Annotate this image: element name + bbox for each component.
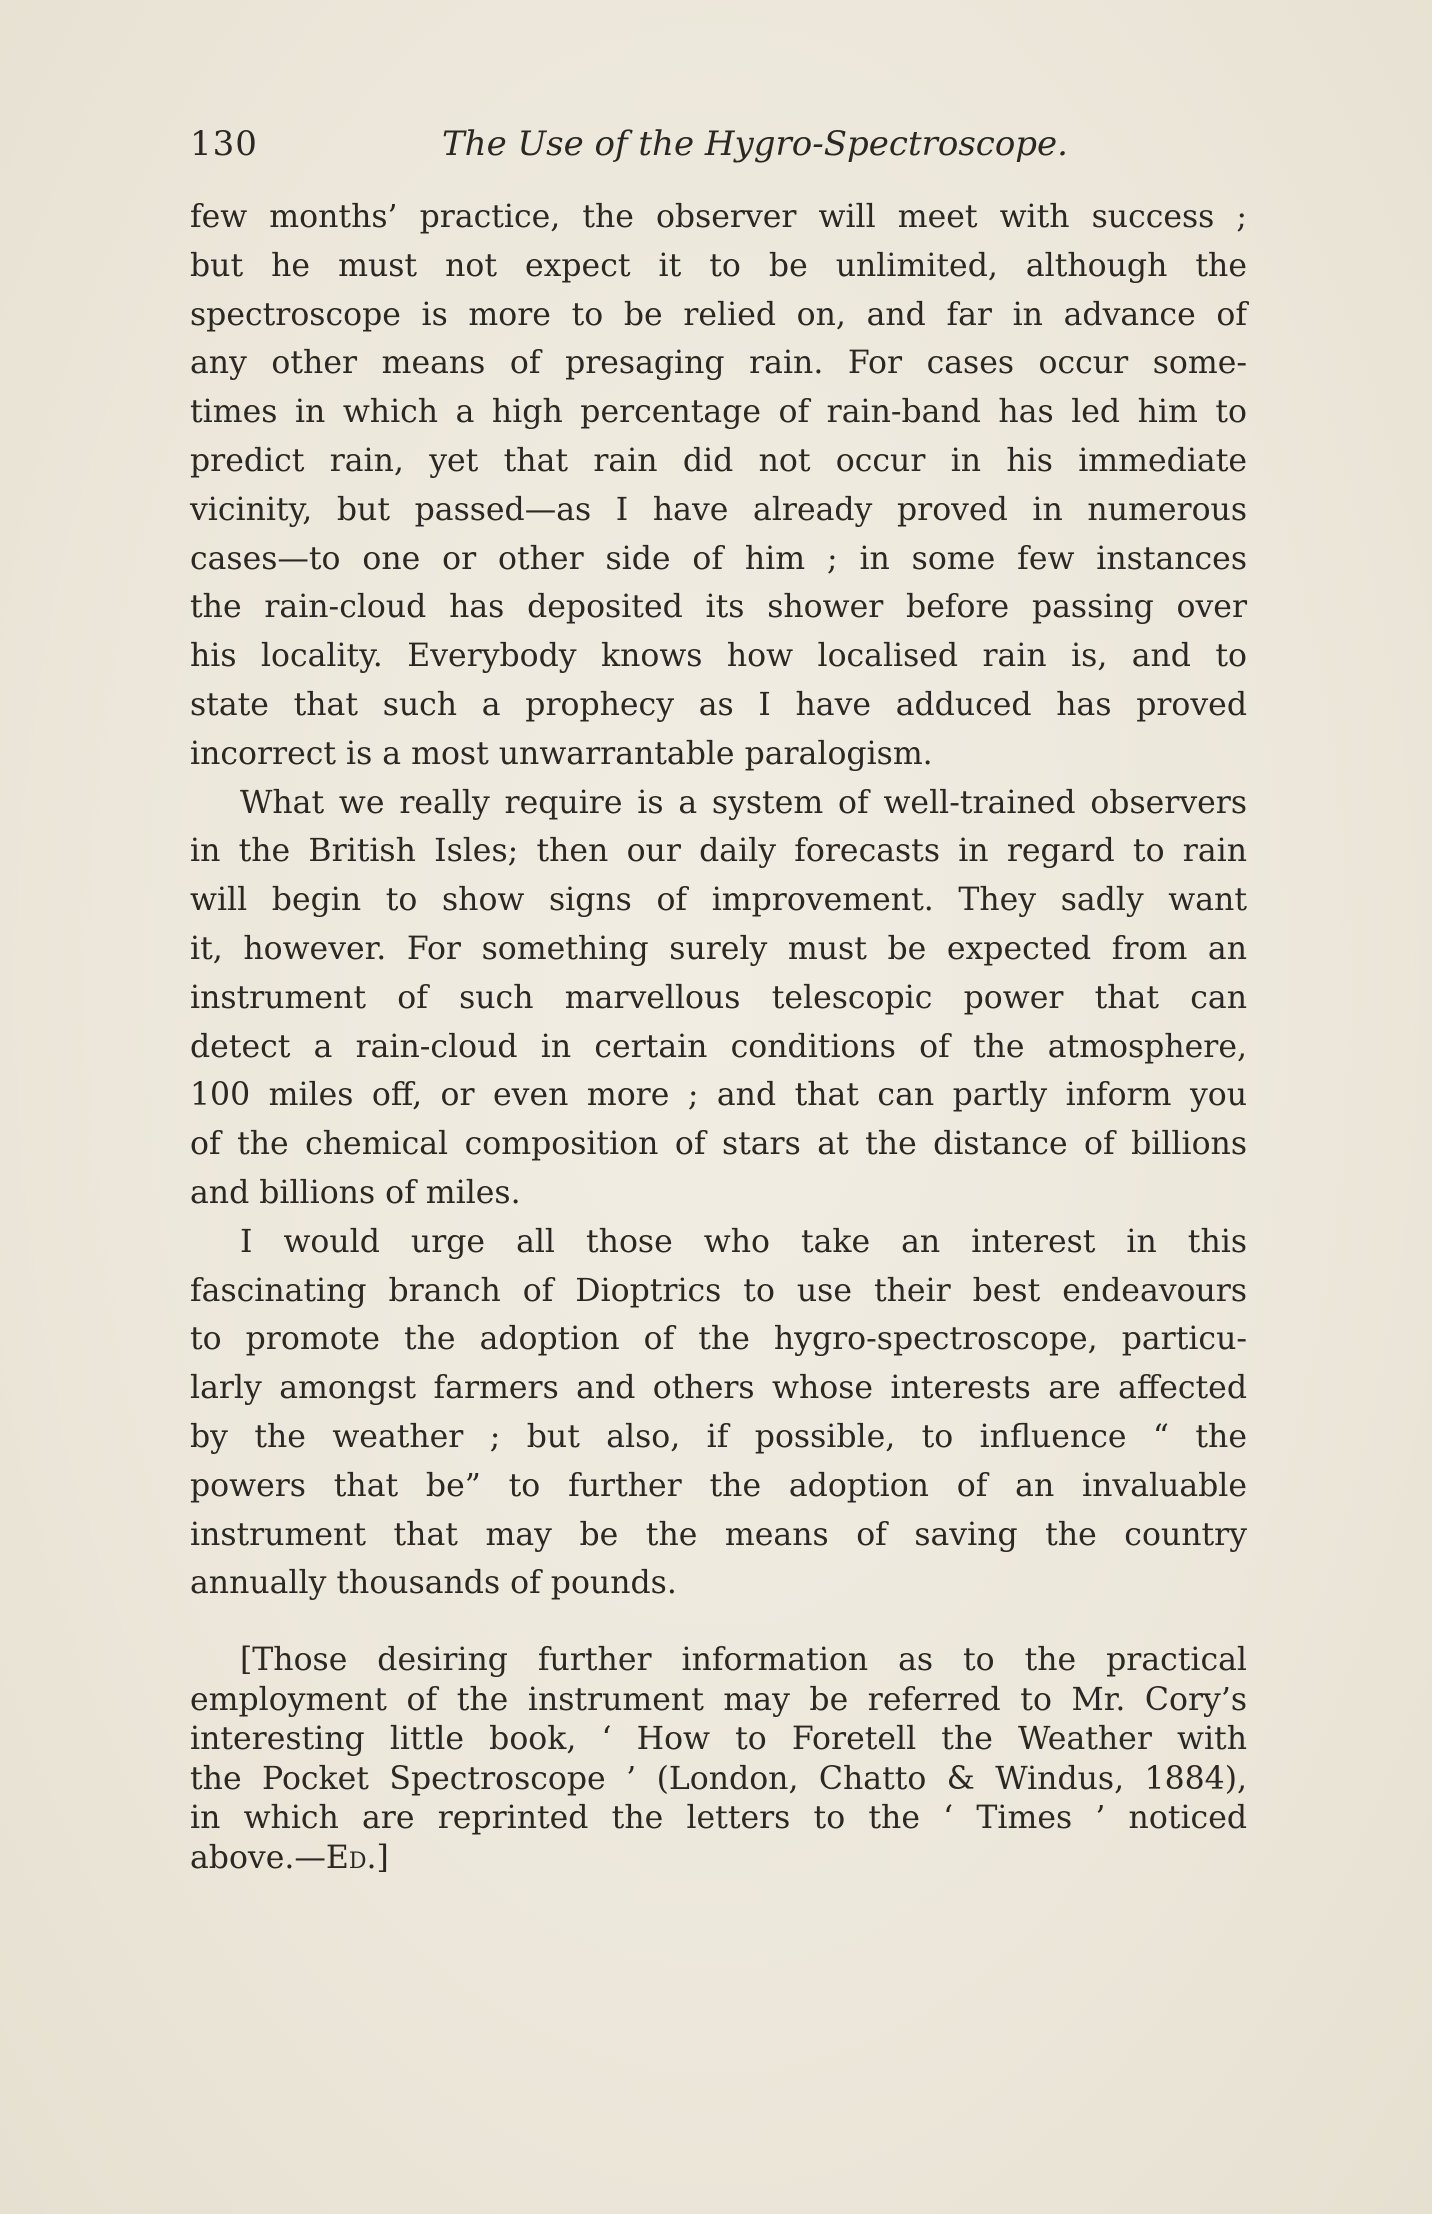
text-line: spectroscope is more to be relied on, and far in advance of bbox=[190, 296, 1247, 333]
text-line: but he must not expect it to be unlimited, although the bbox=[190, 247, 1247, 284]
text-line: few months’ practice, the observer will meet with success ; bbox=[190, 199, 1247, 235]
note-last-line-text: above.—E bbox=[190, 1839, 349, 1876]
text-line: instrument that may be the means of saving the country bbox=[190, 1516, 1247, 1553]
paragraph-3 bbox=[190, 1218, 1247, 1608]
text-line: cases—to one or other side of him ; in some few instances bbox=[190, 540, 1247, 577]
text-line: fascinating branch of Dioptrics to use their best endeavours bbox=[190, 1272, 1247, 1309]
text-line: will begin to show signs of improvement. They sadly want bbox=[190, 882, 1247, 919]
text-line: any other means of presaging rain. For cases occur some- bbox=[190, 345, 1247, 382]
text-line: powers that be” to further the adoption of an invaluable bbox=[190, 1467, 1247, 1504]
text-line: I would urge all those who take an interest in this bbox=[240, 1223, 1247, 1260]
editor-abbrev: d bbox=[348, 1839, 367, 1876]
text-line: instrument of such marvellous telescopic power that can bbox=[190, 979, 1247, 1016]
text-line: times in which a high percentage of rain-band has led him to bbox=[190, 394, 1247, 431]
editor-note bbox=[190, 1641, 1247, 1878]
text-line: vicinity, but passed—as I have already proved in numerous bbox=[190, 491, 1247, 528]
text-line: predict rain, yet that rain did not occur in his immediate bbox=[190, 442, 1247, 479]
text-line: detect a rain-cloud in certain conditions of the atmosphere, bbox=[190, 1028, 1247, 1065]
text-line: 100 miles off, or even more ; and that can partly inform you bbox=[190, 1077, 1247, 1114]
note-line: the Pocket Spectroscope ’ (London, Chatto & Windus, 1884), bbox=[190, 1760, 1247, 1797]
text-line: larly amongst farmers and others whose interests are affected bbox=[190, 1370, 1247, 1407]
note-line: [Those desiring further information as to the practical bbox=[240, 1642, 1247, 1678]
note-line: employment of the instrument may be referred to Mr. Cory’s bbox=[190, 1681, 1247, 1718]
text-line: and billions of miles. bbox=[190, 1174, 521, 1211]
text-line: What we really require is a system of well-trained observers bbox=[240, 784, 1247, 821]
note-last-line bbox=[190, 1839, 1247, 1879]
text-line: his locality. Everybody knows how localised rain is, and to bbox=[190, 638, 1247, 675]
note-line: in which are reprinted the letters to the ‘ Times ’ noticed bbox=[190, 1800, 1247, 1836]
text-line: in the British Isles; then our daily forecasts in regard to rain bbox=[190, 833, 1247, 870]
text-line: it, however. For something surely must be expected from an bbox=[190, 930, 1247, 967]
page-number: 130 bbox=[190, 124, 258, 164]
text-line: the rain-cloud has deposited its shower before passing over bbox=[190, 589, 1247, 626]
text-line: incorrect is a most unwarrantable paralogism. bbox=[190, 735, 933, 772]
text-line: annually thousands of pounds. bbox=[190, 1565, 677, 1602]
paragraph-2 bbox=[190, 779, 1247, 1218]
running-title: The Use of the Hygro-Spectroscope. bbox=[442, 124, 1068, 164]
paragraph-1 bbox=[190, 193, 1247, 779]
page-header bbox=[190, 124, 1247, 174]
body-text bbox=[190, 193, 1247, 1608]
text-line: by the weather ; but also, if possible, to influence “ the bbox=[190, 1418, 1247, 1455]
text-line: of the chemical composition of stars at the distance of billions bbox=[190, 1126, 1247, 1163]
note-line: interesting little book, ‘ How to Foretell the Weather with bbox=[190, 1721, 1247, 1757]
note-last-line-end: .] bbox=[366, 1839, 389, 1876]
text-line: state that such a prophecy as I have adduced has proved bbox=[190, 686, 1247, 723]
text-line: to promote the adoption of the hygro-spectroscope, particu- bbox=[190, 1321, 1247, 1358]
